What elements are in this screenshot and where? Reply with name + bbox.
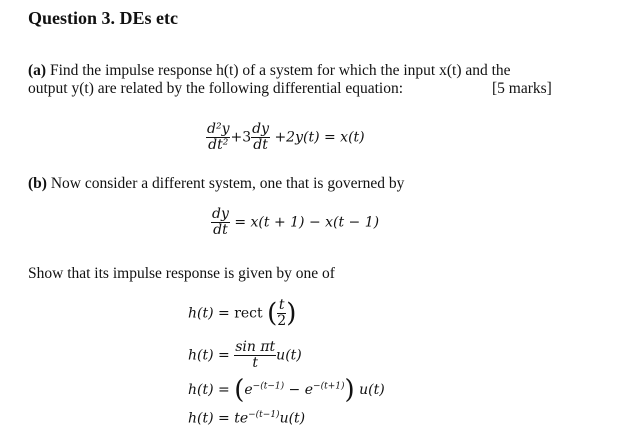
part-a-line2: output y(t) are related by the following differential equation:: [28, 80, 404, 97]
part-b-label: (b): [28, 175, 47, 192]
part-b-text: Now consider a different system, one that is governed by: [50, 175, 405, 192]
part-a-line1: [28, 62, 511, 80]
option-rect: h(t) = rect ( $\frac{t}{2}$ ): [188, 297, 297, 329]
part-a-label: (a): [28, 62, 47, 79]
option-te: $h(t) = te^{-(t-1)}u(t)$: [188, 410, 306, 427]
frac-d2y-dt2: $\frac{\text{d²y}}{\text{dt²}}$: [207, 121, 230, 153]
frac-t-2: $\frac{t}{2}$: [277, 297, 287, 329]
show-text: Show that its impulse response is given by one of: [28, 265, 335, 282]
option-exp-diff: $h(t) = (e^{-(t-1)} - e^{-(t+1)})$ u(t): [188, 375, 385, 405]
equation-b: $\frac{dy}{dt}$ = x(t + 1) − x(t − 1): [212, 206, 380, 238]
frac-dy-dt-b: $\frac{dy}{dt}$: [212, 206, 229, 238]
part-b-line1: [28, 175, 404, 193]
question-title: Question 3. DEs etc: [28, 8, 178, 28]
equation-a: $\frac{\text{d²y}}{\text{dt²}}$ +3 $\frac{dy}{dt}$ +2y(t) = x(t): [207, 121, 365, 153]
part-a-text-1: Find the impulse response h(t) of a system for which the input x(t) and the: [49, 62, 511, 79]
option-sinc: h(t) = $\frac{\text{sin πt}}{t}$ u(t): [188, 339, 302, 371]
frac-sin-pi-t: $\frac{\text{sin πt}}{t}$: [235, 339, 276, 371]
frac-dy-dt: $\frac{dy}{dt}$: [252, 121, 269, 153]
marks-label: [5 marks]: [492, 80, 552, 97]
